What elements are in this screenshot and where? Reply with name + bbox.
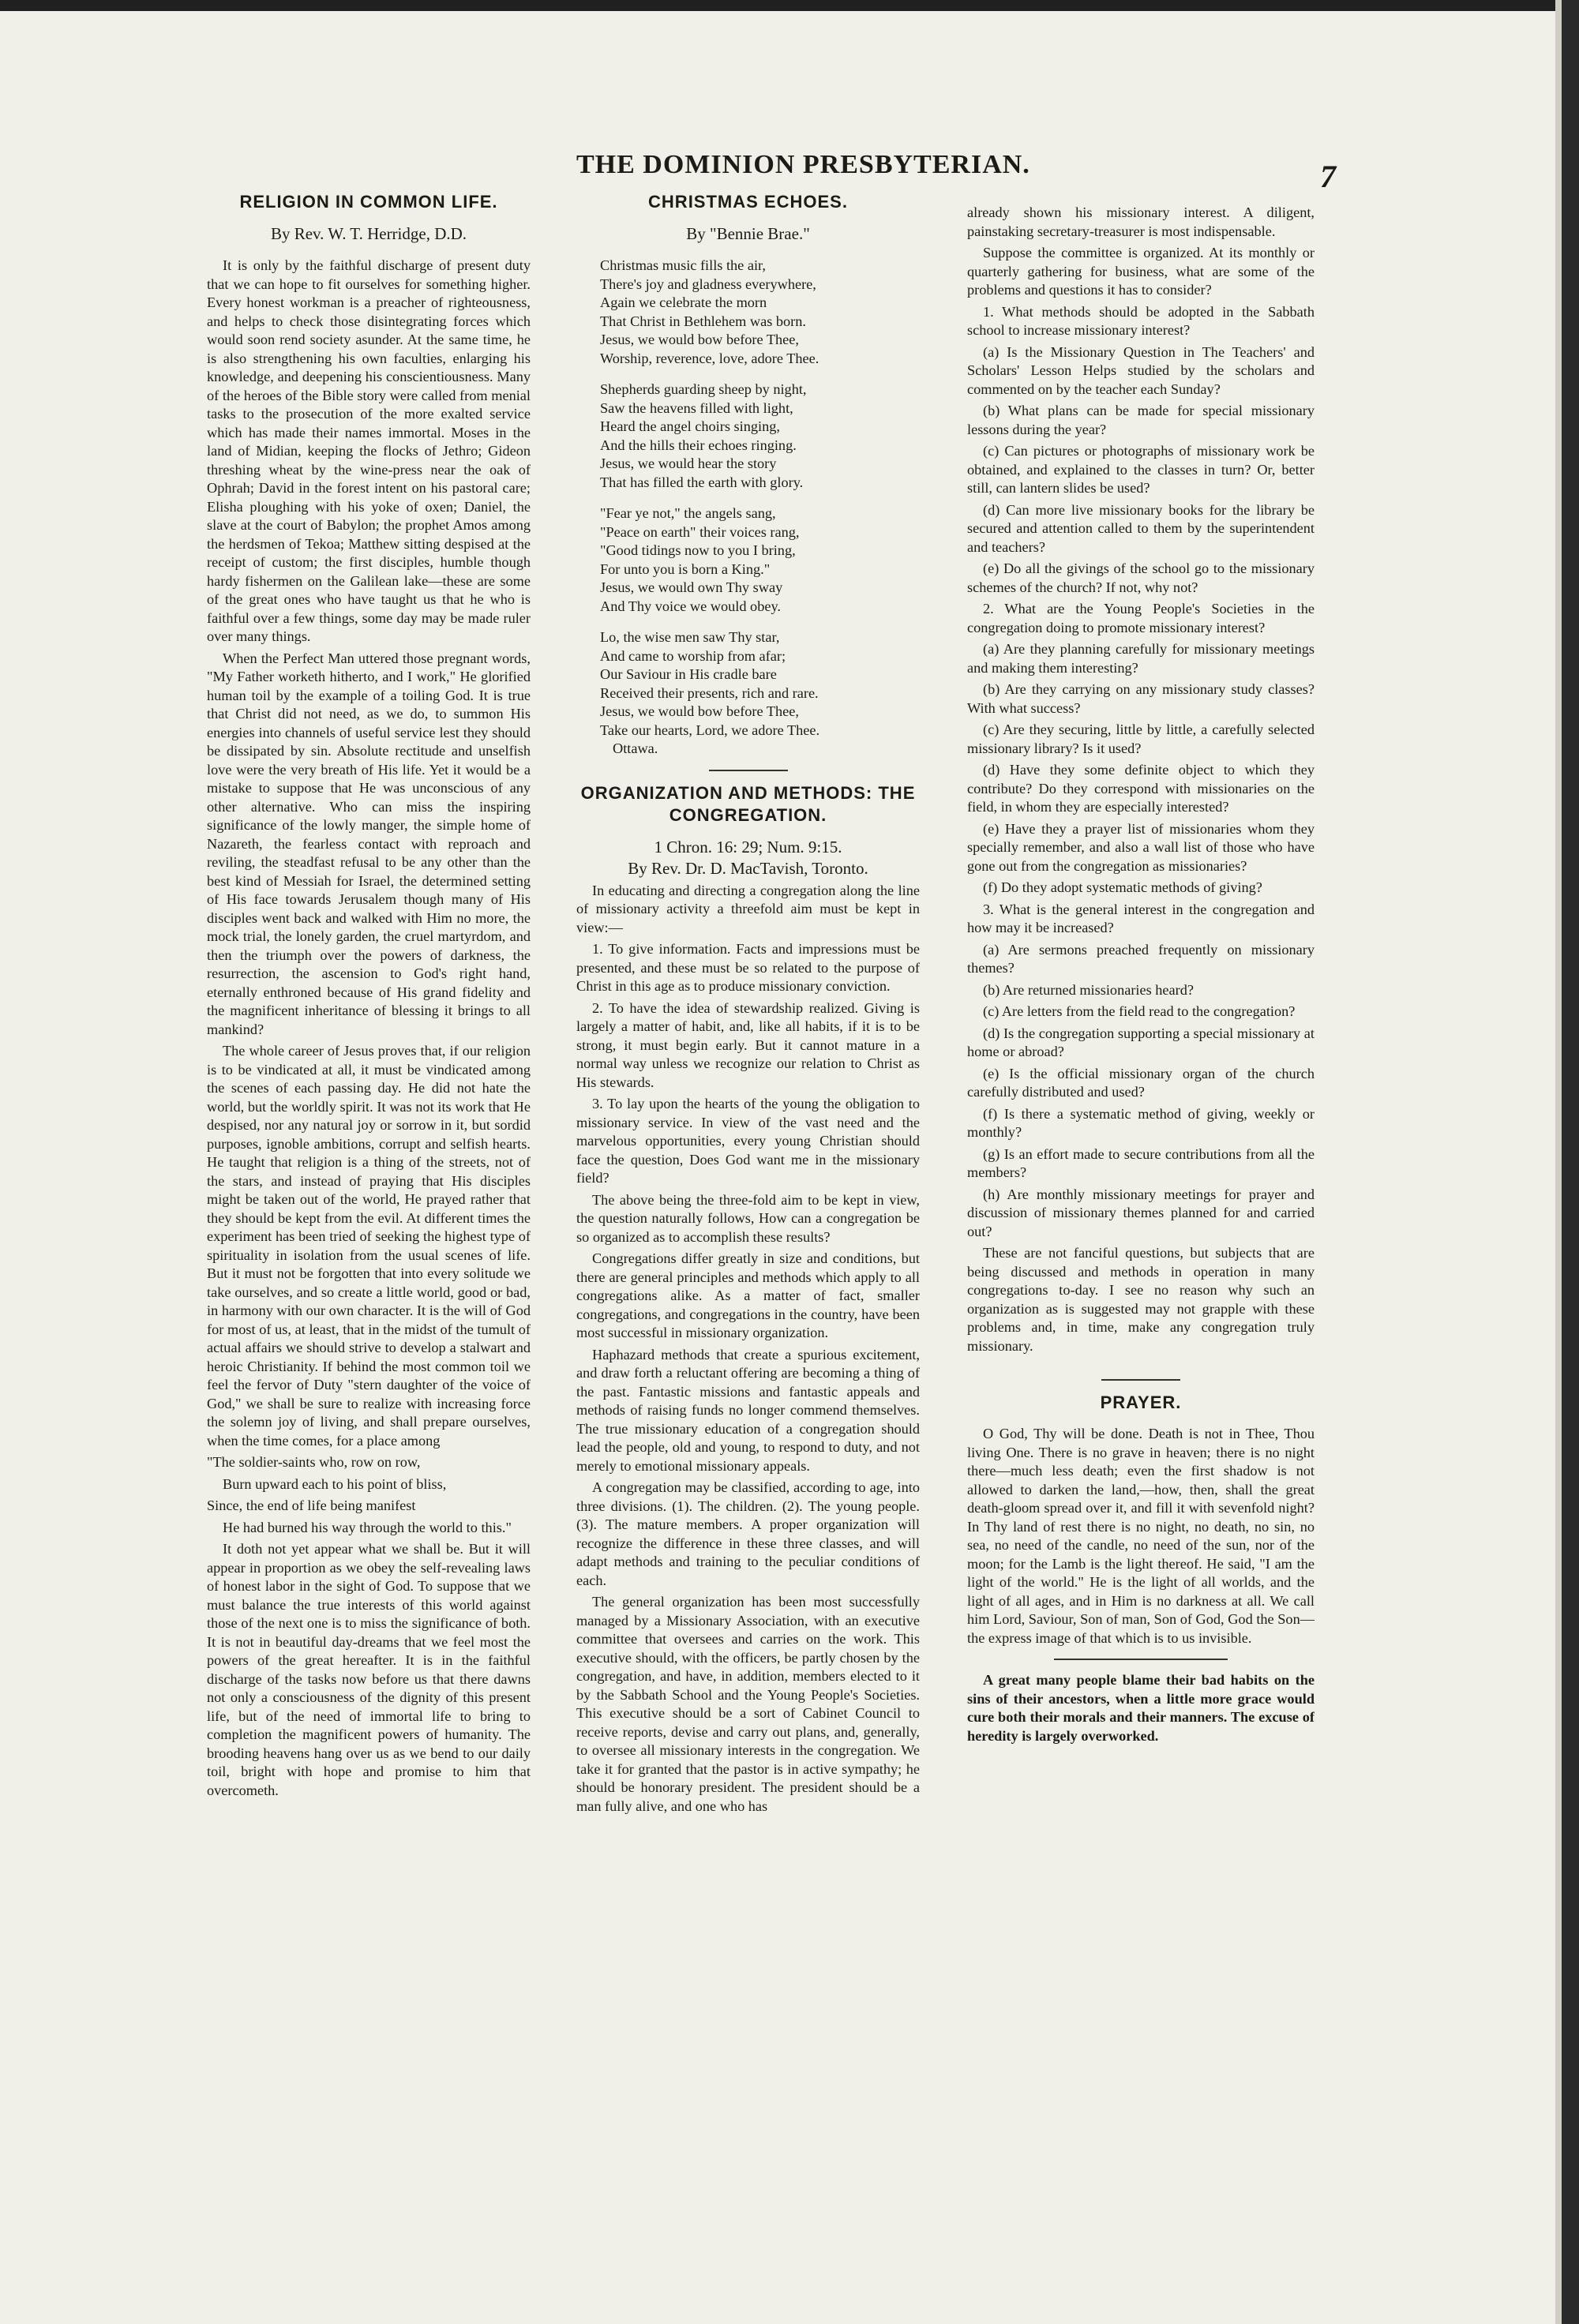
heredity-paragraph: A great many people blame their bad habits on the sins of their ancestors, when a little more grace would cure both their morals and their manners. The excuse of heredity is largely overworked. — [967, 1672, 1315, 1744]
organization-paragraph: 2. To have the idea of stewardship realized. Giving is largely a matter of habit, and, like all habits, if it is to be strong, it must begin early. But it cannot mature in a normal way unless we recognize our relation to Christ as His stewards. — [576, 999, 920, 1090]
column-1 — [207, 183, 531, 2196]
organization-question: (b) Are returned missionaries heard? — [983, 981, 1195, 998]
organization-paragraph: Haphazard methods that create a spurious excitement, and draw forth a reluctant offering are becoming a thing of the past. Fantastic missions and fantastic appeals and methods of raising funds no longer commend themselves. The true missionary education of a congregation should lead the people, old and young, to respond to duty, and not merely to emotional missionary appeals. — [576, 1346, 920, 1474]
top-scan-edge — [0, 0, 1579, 11]
verse-line: Christmas music fills the air, — [600, 257, 766, 273]
verse-line: Take our hearts, Lord, we adore Thee. — [600, 722, 820, 738]
verse-line: And the hills their echoes ringing. — [600, 437, 797, 453]
verse-line: Again we celebrate the morn — [600, 294, 767, 310]
organization-reference: 1 Chron. 16: 29; Num. 9:15. — [654, 837, 842, 857]
religion-quote-line-3: Since, the end of life being manifest — [207, 1497, 416, 1513]
organization-question: 2. What are the Young People's Societies in the congregation doing to promote missionary interest? — [967, 601, 1315, 635]
verse-line: There's joy and gladness everywhere, — [600, 276, 816, 292]
organization-paragraph: 1. To give information. Facts and impressions must be presented, and these must be so related to the purpose of Christ in this age as to produce missionary conviction. — [576, 941, 920, 994]
organization-question: (f) Do they adopt systematic methods of giving? — [983, 879, 1262, 895]
religion-quote-line-2: Burn upward each to his point of bliss, — [223, 1475, 447, 1492]
section-divider — [1101, 1379, 1180, 1381]
organization-paragraph: already shown his missionary interest. A diligent, painstaking secretary-treasurer is most indispensable. — [967, 204, 1315, 239]
organization-question: (a) Are they planning carefully for missionary meetings and making them interesting? — [967, 641, 1315, 676]
religion-title: RELIGION IN COMMON LIFE. — [239, 192, 498, 212]
verse-line: Heard the angel choirs singing, — [600, 418, 780, 434]
organization-question: 3. What is the general interest in the congregation and how may it be increased? — [967, 901, 1315, 935]
verse-line: Received their presents, rich and rare. — [600, 684, 819, 701]
verse-line: "Peace on earth" their voices rang, — [600, 523, 800, 540]
verse-line: Saw the heavens filled with light, — [600, 399, 793, 416]
masthead: THE DOMINION PRESBYTERIAN. — [576, 150, 1030, 179]
organization-paragraph: In educating and directing a congregation along the line of missionary activity a threefold aim must be kept in view:— — [576, 882, 920, 935]
christmas-stanza-4 — [600, 628, 920, 759]
organization-byline: By Rev. Dr. D. MacTavish, Toronto. — [628, 858, 868, 878]
religion-paragraph-4: It doth not yet appear what we shall be. But it will appear in proportion as we obey the self-revealing laws of honest labor in the sight of God. To suppose that we must balance the true interests of this world against those of the next one is to miss the significance of both. It is not in beautiful day-dreams that we feel most the powers of the great hereafter. It is in the faithful discharge of the tasks now before us that there dawns not only a consciousness of the dignity of this present life, but of the need of immortal life to bring to completion the magnificent powers of humanity. The brooding heavens hang over us as we bend to our daily toil, bright with hope and promise to him that overcometh. — [207, 1541, 531, 1798]
organization-question: (c) Are they securing, little by little, a carefully selected missionary library? Is it used? — [967, 722, 1315, 756]
verse-line: "Fear ye not," the angels sang, — [600, 505, 776, 521]
column-3 — [967, 204, 1315, 2225]
organization-question: (b) What plans can be made for special missionary lessons during the year? — [967, 403, 1315, 437]
religion-quote-line-4: He had burned his way through the world to this." — [223, 1519, 512, 1535]
christmas-byline: By "Bennie Brae." — [686, 224, 810, 243]
organization-question: (a) Are sermons preached frequently on missionary themes? — [967, 941, 1315, 976]
organization-question: (a) Is the Missionary Question in The Teachers' and Scholars' Lesson Helps studied by the scholars and commented on by the teacher each Sunday? — [967, 343, 1315, 397]
verse-line: Worship, reverence, love, adore Thee. — [600, 350, 820, 366]
verse-line: Jesus, we would bow before Thee, — [600, 332, 799, 347]
verse-line: Our Saviour in His cradle bare — [600, 666, 777, 682]
organization-question: (h) Are monthly missionary meetings for prayer and discussion of missionary themes planned for and carried out? — [967, 1186, 1315, 1239]
page-fold — [1555, 0, 1562, 2324]
organization-question: (e) Do all the givings of the school go to the missionary schemes of the church? If not, why not? — [967, 560, 1315, 595]
verse-line: Jesus, we would hear the story — [600, 455, 777, 471]
organization-paragraph: Suppose the committee is organized. At its monthly or quarterly gathering for business, what are some of the problems and questions it has to consider? — [967, 245, 1315, 298]
organization-question: (e) Have they a prayer list of missionaries whom they specially remember, and also a wall list of those who have gone out from the congregation as missionaries? — [967, 820, 1315, 874]
organization-paragraph: Congregations differ greatly in size and conditions, but there are general principles and methods which apply to all congregations alike. As a matter of fact, smaller congregations, and congregations in the country, have been most successful in missionary organization. — [576, 1250, 920, 1340]
right-scan-edge — [1562, 0, 1579, 2324]
verse-line: That has filled the earth with glory. — [600, 474, 804, 490]
organization-title: ORGANIZATION AND METHODS: THE CONGREGATION. — [580, 782, 916, 825]
christmas-title: CHRISTMAS ECHOES. — [648, 192, 848, 212]
section-divider — [1054, 1659, 1228, 1660]
verse-line: That Christ in Bethlehem was born. — [600, 313, 806, 329]
organization-paragraph: 3. To lay upon the hearts of the young the obligation to missionary service. In view of the vast need and the marvelous opportunities, every young Christian should face the question, Does God want me in the missionary field? — [576, 1096, 920, 1186]
religion-paragraph-3: The whole career of Jesus proves that, if our religion is to be vindicated at all, it must be vindicated among the scenes of each passing day. He did not hate the world, but the worldly spirit. It was not its work that He despised, nor any natural joy or sorrow in it, but sordid purposes, ignoble ambitions, corrupt and selfish hearts. He taught that religion is a thing of the streets, not of the stars, and instead of praying that His disciples might be taken out of the world, He prayed rather that they should be kept from the evil. At different times the experiment has been tried of seeking the highest type of spirituality in isolation from the usual scenes of life. But it must not be forgotten that into every solitude we take ourselves, and so create a little world, good or bad, in harmony with our own character. It is the will of God for most of us, at least, that in the midst of the tumult of actual affairs we should strive to develop a stalwart and heroic Christianity. If behind the most common toil we feel the fervor of Duty "stern daughter of the voice of God," we shall be sure to realize with increasing force the solemn joy of living, and shall prepare ourselves, when the time comes, for a place among — [207, 1043, 531, 1449]
organization-question: (b) Are they carrying on any missionary study classes? With what success? — [967, 681, 1315, 716]
verse-line: For unto you is born a King." — [600, 560, 771, 577]
verse-line: And Thy voice we would obey. — [600, 598, 781, 614]
christmas-stanza-2 — [600, 380, 920, 492]
religion-paragraph-1: It is only by the faithful discharge of present duty that we can hope to fit ourselves for something higher. Every honest workman is a preacher of righteousness, and helps to check those disintegrating forces which would soon rend society asunder. At the same time, he is also strengthening his own faculties, enlarging his knowledge, and deepening his conscientiousness. Many of the heroes of the Bible story were called from menial tasks to the prosecution of the more exalted service which has made their names immortal. Moses in the land of Midian, keeping the flocks of Jethro; Gideon threshing wheat by the wine-press near the oak of Ophrah; David in the forest intent on his pastoral care; Elisha ploughing with his yoke of oxen; Daniel, the slave at the court of Babylon; the prophet Amos among the herdsmen of Tekoa; Matthew sitting despised at the receipt of custom; the first disciples, humble though hardy fishermen on the Galilean lake—these are some of the great ones who have taught us that he who is faithful over a few things, some day may be made ruler over many things. — [207, 257, 531, 644]
verse-line: "Good tidings now to you I bring, — [600, 542, 796, 558]
organization-paragraph: These are not fanciful questions, but subjects that are being discussed and methods in operation in many congregations to-day. I see no reason why such an organization as is suggested may not grapple with these problems and, in time, make any congregation truly missionary. — [967, 1245, 1315, 1354]
verse-line: And came to worship from afar; — [600, 647, 786, 664]
organization-question: (c) Are letters from the field read to the congregation? — [983, 1003, 1296, 1019]
verse-line: Lo, the wise men saw Thy star, — [600, 629, 780, 645]
verse-line: Jesus, we would own Thy sway — [600, 579, 783, 595]
christmas-stanza-3 — [600, 504, 920, 616]
organization-question: (d) Is the congregation supporting a special missionary at home or abroad? — [967, 1025, 1315, 1059]
organization-question: (e) Is the official missionary organ of the church carefully distributed and used? — [967, 1065, 1315, 1100]
column-2 — [576, 183, 920, 2196]
organization-question: (d) Can more live missionary books for the library be secured and attention called to them by the superintendent and teachers? — [967, 501, 1315, 555]
christmas-stanza-1 — [600, 257, 920, 368]
prayer-title: PRAYER. — [1100, 1393, 1182, 1412]
page-number: 7 — [1320, 159, 1336, 194]
organization-question: (g) Is an effort made to secure contributions from all the members? — [967, 1145, 1315, 1180]
organization-question: 1. What methods should be adopted in the Sabbath school to increase missionary interest? — [967, 303, 1315, 338]
verse-line: Shepherds guarding sheep by night, — [600, 381, 807, 397]
organization-paragraph: A congregation may be classified, according to age, into three divisions. (1). The children. (2). The young people. (3). The mature members. A proper organization will recognize the difference in these three classes, and will adapt methods and training to the peculiar conditions of each. — [576, 1479, 920, 1588]
organization-question: (f) Is there a systematic method of giving, weekly or monthly? — [967, 1105, 1315, 1140]
organization-paragraph: The general organization has been most successfully managed by a Missionary Association, with an executive committee that oversees and carries on the work. This executive should, with the officers, be partly chosen by the congregation, and have, in addition, members elected to it by the Sabbath School and the Young People's Societies. This executive should be a sort of Cabinet Council to receive reports, devise and carry out plans, and, generally, to oversee all missionary interests in the congregation. We take it for granted that the pastor is in active sympathy; he should be honorary president. The president should be a man fully alive, and one who has — [576, 1594, 920, 1814]
verse-line: Jesus, we would bow before Thee, — [600, 703, 799, 719]
verse-place: Ottawa. — [613, 740, 658, 756]
religion-byline: By Rev. W. T. Herridge, D.D. — [270, 224, 467, 243]
section-divider — [709, 770, 788, 771]
organization-paragraph: The above being the three-fold aim to be kept in view, the question naturally follows, How can a congregation be so organized as to accomplish these results? — [576, 1191, 920, 1245]
religion-paragraph-2: When the Perfect Man uttered those pregnant words, "My Father worketh hitherto, and I work," He glorified human toil by the example of a toiling God. It is true that Christ did not need, as we do, to summon His energies into channels of useful service lest they should be dissipated by sin. Absolute rectitude and unselfish love were the very breath of His life. Yet it would be a mistake to suppose that He was unconscious of any other alternative. Who can miss the inspiring significance of the lowly manger, the simple home of Nazareth, the fearless contact with reproach and reviling, the steadfast refusal to be any other than the best kind of Messiah for Israel, the determined setting of His face towards Jerusalem though many of His disciples went back and walked with Him no more, the mock trial, the lonely garden, the cruel martyrdom, and then the triumph over the powers of darkness, the resurrection, the ascension to God's right hand, eternally enthroned because of His grand fidelity and the magnificent inheritance of blessing it brings to all mankind? — [207, 650, 531, 1037]
organization-question: (c) Can pictures or photographs of missionary work be obtained, and explained to the classes in turn? Or, better still, can lantern slides be used? — [967, 443, 1315, 496]
prayer-paragraph: O God, Thy will be done. Death is not in Thee, Thou living One. There is no grave in heaven; there is no night there—much less death; even the first shadow is not allowed to darken the land,—how, then, shall the great death-gloom spread over it, and fill it with sevenfold night? In Thy land of rest there is no night, no death, no sin, no sea, no need of the candle, no need of the sun, nor of the moon; for the Lamb is the light thereof. He said, "I am the light of the world." He is the light of all worlds, and the light of all ages, and in Him is no darkness at all. We call him Lord, Saviour, Son of man, Son of God, God the Son—the express image of that which is to us invisible. — [967, 1426, 1315, 1646]
organization-question: (d) Have they some definite object to which they contribute? Do they correspond with missionaries on the field, in whom they are especially interested? — [967, 762, 1315, 815]
religion-quote-line-1: "The soldier-saints who, row on row, — [207, 1454, 421, 1470]
